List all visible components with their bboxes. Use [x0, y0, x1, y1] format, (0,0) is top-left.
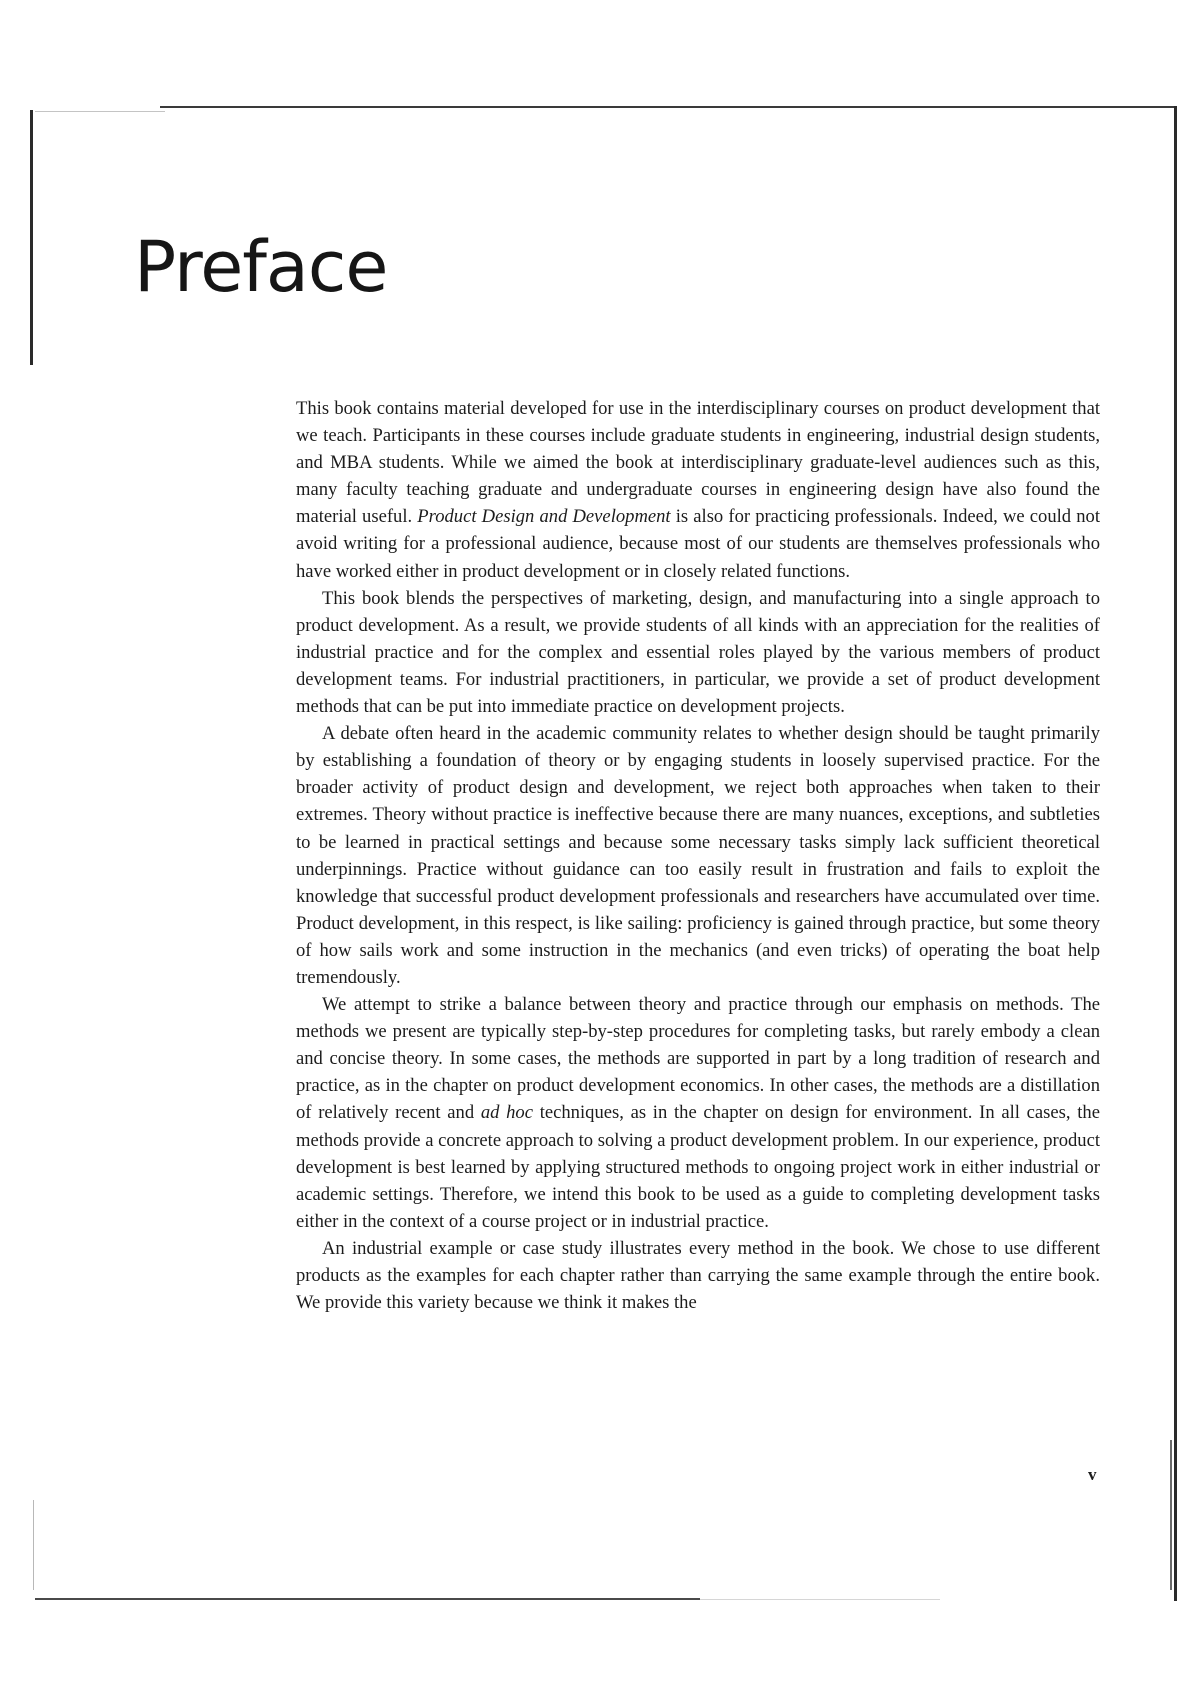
- page-number: v: [1088, 1465, 1097, 1484]
- paragraph-4: [296, 991, 1100, 1235]
- scan-top-rule-faint: [35, 111, 165, 112]
- paragraph-3: [296, 720, 1100, 991]
- scan-right-edge: [1174, 106, 1177, 1601]
- scan-left-edge: [30, 110, 33, 365]
- scan-bottom-rule-faint: [700, 1599, 940, 1600]
- preface-body: [296, 395, 1100, 1316]
- paragraph-4-text-b: techniques, as in the chapter on design for environment. In all cases, the methods provide a concrete approach to solving a product development problem. In our experience, product development is best learned by applying structured methods to ongoing project work in either industrial or academic settings. Therefore, we intend this book to be used as a guide to completing development tasks either in the context of a course project or in industrial practice.: [296, 1102, 1100, 1232]
- paragraph-2: [296, 585, 1100, 720]
- page-top-rule: [160, 106, 1176, 108]
- book-title-emphasis: Product Design and Development: [417, 506, 671, 528]
- scan-left-edge-faint: [33, 1500, 34, 1590]
- page-title: Preface: [134, 226, 388, 308]
- ad-hoc-emphasis: ad hoc: [480, 1102, 533, 1124]
- paragraph-2-text: This book blends the perspectives of marketing, design, and manufacturing into a single approach to product development. As a result, we provide students of all kinds with an appreciation for the realities of industrial practice and for the complex and essential roles played by the various members of product development teams. For industrial practitioners, in particular, we provide a set of product development methods that can be put into immediate practice on development projects.: [296, 587, 1100, 718]
- paragraph-5: [296, 1235, 1100, 1316]
- scan-bottom-rule: [35, 1598, 700, 1600]
- paragraph-1-text-a: This book contains material developed for use in the interdisciplinary courses on product development that we teach. Participants in these courses include graduate students in engineering, industrial design students, and MBA students. While we aimed the book at interdisciplinary graduate-level audiences such as this, many faculty teaching graduate and undergraduate courses in engineering design have also found the material useful.: [296, 398, 1100, 528]
- paragraph-3-text: A debate often heard in the academic community relates to whether design should be taught primarily by establishing a foundation of theory or by engaging students in loosely supervised practice. For the broader activity of product design and development, we reject both approaches when taken to their extremes. Theory without practice is ineffective because there are many nuances, exceptions, and subtleties to be learned in practical settings and because some necessary tasks simply lack sufficient theoretical underpinnings. Practice without guidance can too easily result in frustration and fails to exploit the knowledge that successful product development professionals and researchers have accumulated over time. Product development, in this respect, is like sailing: proficiency is gained through practice, but some theory of how sails work and some instruction in the mechanics (and even tricks) of operating the boat help tremendously.: [296, 723, 1100, 988]
- paragraph-5-text: An industrial example or case study illustrates every method in the book. We chose to use different products as the examples for each chapter rather than carrying the same example through the entire book. We provide this variety because we think it makes the: [296, 1237, 1100, 1314]
- paragraph-1-text-b: is also for practicing professionals. Indeed, we could not avoid writing for a professional audience, because most of our students are themselves professionals who have worked either in product development or in closely related functions.: [296, 506, 1100, 582]
- paragraph-4-text-a: We attempt to strike a balance between theory and practice through our emphasis on methods. The methods we present are typically step-by-step procedures for completing tasks, but rarely embody a clean and concise theory. In some cases, the methods are supported in part by a long tradition of research and practice, as in the chapter on product development economics. In other cases, the methods are a distillation of relatively recent and: [296, 994, 1100, 1124]
- scan-right-edge-inner: [1170, 1440, 1172, 1590]
- paragraph-1: [296, 395, 1100, 585]
